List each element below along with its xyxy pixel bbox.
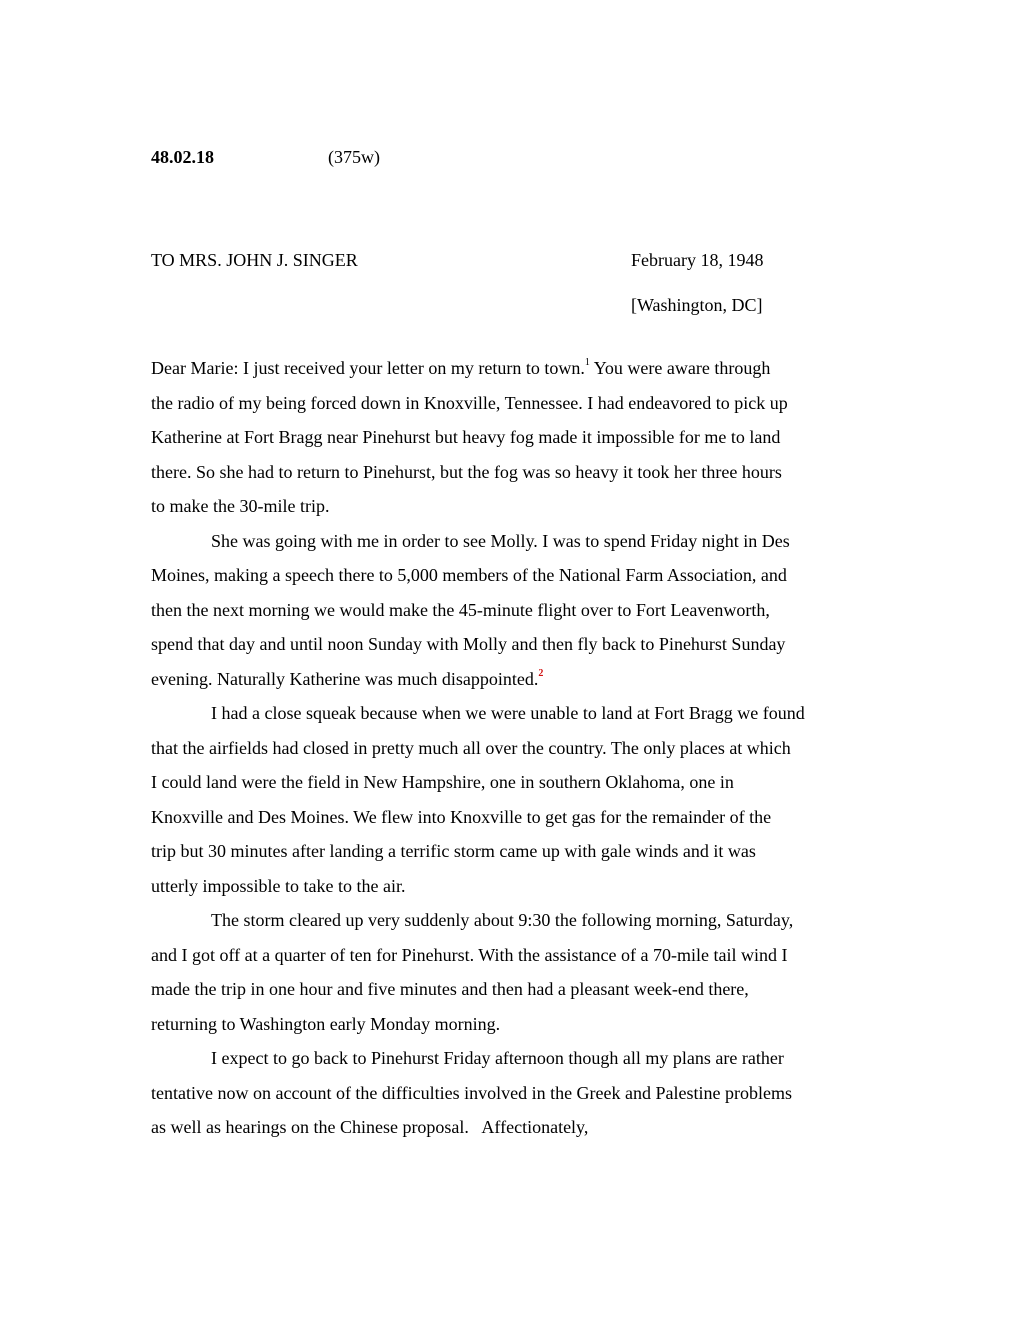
- body-line: the radio of my being forced down in Knoxville, Tennessee. I had endeavored to pick up: [151, 392, 788, 413]
- body-line: as well as hearings on the Chinese proposal. Affectionately,: [151, 1117, 589, 1137]
- footnote-marker[interactable]: 2: [538, 667, 544, 679]
- body-line: [151, 662, 871, 697]
- body-line: that the airfields had closed in pretty much all over the country. The only places at which: [151, 737, 791, 758]
- letter-place: [Washington, DC]: [631, 295, 763, 315]
- body-line: She was going with me in order to see Molly. I was to spend Friday night in Des: [211, 530, 790, 551]
- body-line: tentative now on account of the difficulties involved in the Greek and Palestine problems: [151, 1082, 792, 1103]
- body-line: and I got off at a quarter of ten for Pinehurst. With the assistance of a 70-mile tail wind I: [151, 944, 788, 965]
- letter-date: February 18, 1948: [631, 250, 764, 270]
- body-line: made the trip in one hour and five minutes and then had a pleasant week-end there,: [151, 979, 749, 999]
- body-line: I could land were the field in New Hampshire, one in southern Oklahoma, one in: [151, 772, 734, 792]
- body-line: Knoxville and Des Moines. We flew into Knoxville to get gas for the remainder of the: [151, 806, 772, 827]
- body-line: [151, 351, 871, 386]
- body-line: trip but 30 minutes after landing a terrific storm came up with gale winds and it was: [151, 841, 756, 861]
- body-line: The storm cleared up very suddenly about 9:30 the following morning, Saturday,: [211, 910, 794, 930]
- document-number: 48.02.18: [151, 147, 214, 167]
- body-text: You were aware through: [589, 358, 771, 378]
- body-text: evening. Naturally Katherine was much disappointed.: [151, 668, 539, 689]
- letter-body: [151, 351, 871, 1145]
- body-line: then the next morning we would make the 45-minute flight over to Fort Leavenworth,: [151, 599, 770, 620]
- body-line: I had a close squeak because when we were unable to land at Fort Bragg we found: [211, 703, 805, 723]
- body-line: utterly impossible to take to the air.: [151, 875, 406, 896]
- body-line: returning to Washington early Monday morning.: [151, 1013, 501, 1034]
- footnote-marker[interactable]: 1: [584, 357, 590, 368]
- word-count: (375w): [328, 147, 380, 167]
- body-line: to make the 30-mile trip.: [151, 496, 330, 516]
- body-text: Dear Marie: I just received your letter on my return to town.: [151, 358, 585, 378]
- body-line: Katherine at Fort Bragg near Pinehurst but heavy fog made it impossible for me to land: [151, 427, 781, 447]
- date-block: [631, 248, 763, 328]
- body-line: spend that day and until noon Sunday with Molly and then fly back to Pinehurst Sunday: [151, 634, 786, 654]
- addressee: TO MRS. JOHN J. SINGER: [151, 250, 358, 270]
- body-line: I expect to go back to Pinehurst Friday afternoon though all my plans are rather: [211, 1048, 784, 1068]
- body-line: Moines, making a speech there to 5,000 members of the National Farm Association, and: [151, 565, 787, 585]
- body-line: there. So she had to return to Pinehurst, but the fog was so heavy it took her three hours: [151, 461, 782, 482]
- document-header: [151, 145, 380, 169]
